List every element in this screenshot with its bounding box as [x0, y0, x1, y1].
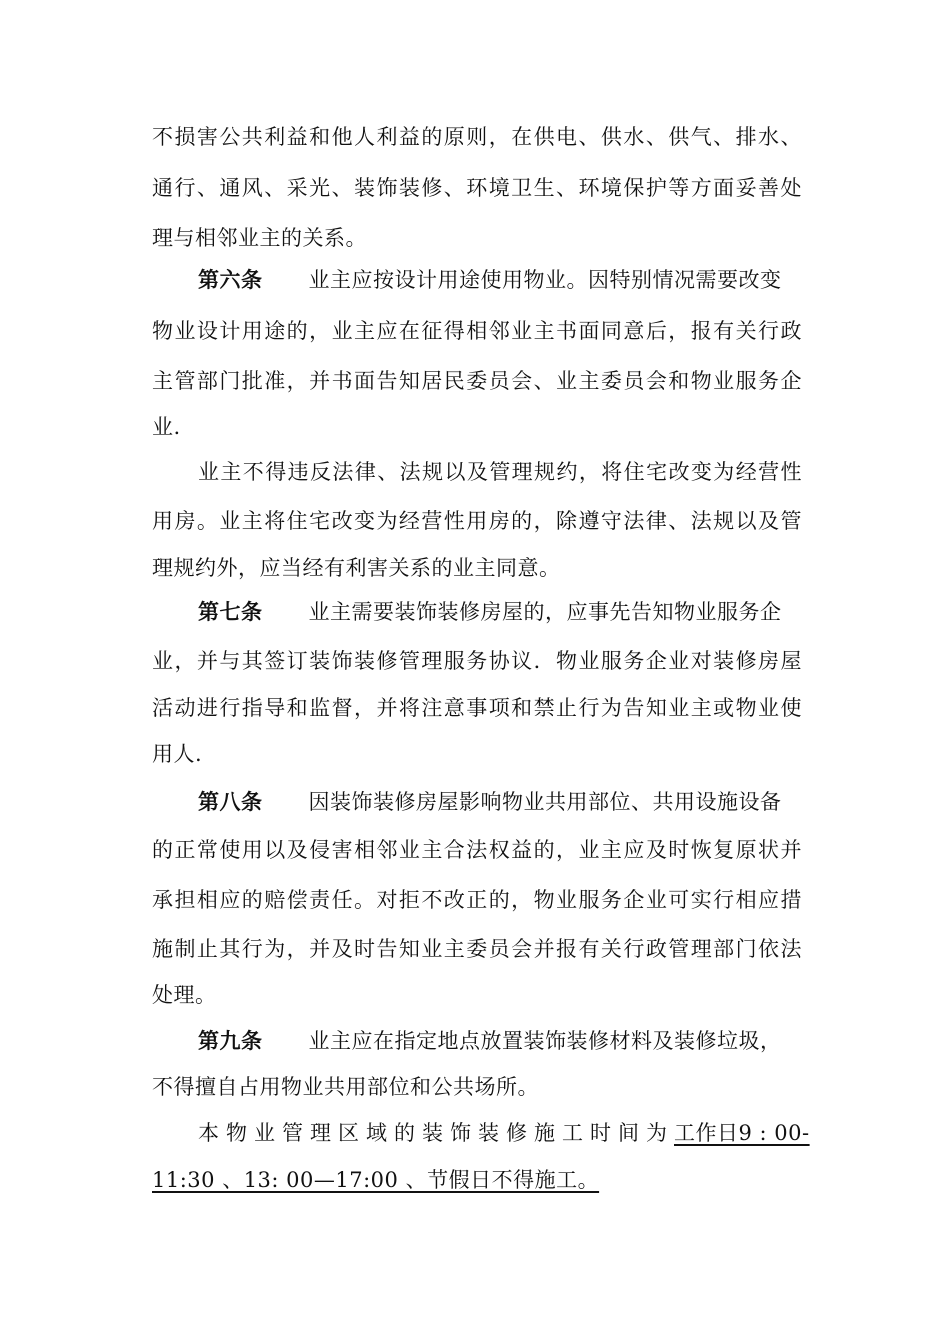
article-7-line-2: 业，并与其签订装饰装修管理服务协议．物业服务企业对装修房屋 — [152, 649, 802, 673]
article-6-line-4: 业. — [152, 415, 181, 439]
article-9-para2-line-2 — [152, 1164, 802, 1194]
construction-time-underlined-2: 11:30 、13: 00—17:00 、节假日不得施工。 — [152, 1168, 600, 1192]
article-8-title: 第八条 — [198, 789, 263, 814]
article-8-text-1: 因装饰装修房屋影响物业共用部位、共用设施设备 — [308, 790, 782, 814]
intro-line-2: 通行、通风、采光、装饰装修、环境卫生、环境保护等方面妥善处 — [152, 176, 802, 200]
article-6-title: 第六条 — [198, 267, 263, 292]
construction-time-underlined-1: 工作日9 : 00- — [674, 1121, 810, 1145]
article-8-line-1 — [198, 786, 802, 816]
article-7-line-1 — [198, 596, 802, 626]
article-9-line-1 — [198, 1025, 802, 1055]
article-8-line-2: 的正常使用以及侵害相邻业主合法权益的，业主应及时恢复原状并 — [152, 838, 802, 862]
intro-line-3: 理与相邻业主的关系。 — [152, 226, 367, 250]
intro-line-1: 不损害公共利益和他人利益的原则，在供电、供水、供气、排水、 — [152, 125, 802, 149]
article-6-line-2: 物业设计用途的，业主应在征得相邻业主书面同意后，报有关行政 — [152, 319, 802, 343]
article-7-title: 第七条 — [198, 599, 263, 624]
article-6-line-1 — [198, 264, 802, 294]
article-8-line-5: 处理。 — [152, 983, 217, 1007]
article-6-para2-line-1: 业主不得违反法律、法规以及管理规约，将住宅改变为经营性 — [198, 460, 802, 484]
article-6-text-1: 业主应按设计用途使用物业。因特别情况需要改变 — [308, 268, 782, 292]
article-6-para2-line-3: 理规约外，应当经有利害关系的业主同意。 — [152, 556, 561, 580]
article-6-para2-line-2: 用房。业主将住宅改变为经营性用房的，除遵守法律、法规以及管 — [152, 509, 802, 533]
construction-time-prefix: 本物业管理区域的装饰装修施工时间为 — [198, 1121, 674, 1145]
article-9-line-2: 不得擅自占用物业共用部位和公共场所。 — [152, 1075, 539, 1099]
article-9-para2-line-1 — [198, 1117, 810, 1147]
article-7-line-4: 用人. — [152, 742, 203, 766]
article-8-line-4: 施制止其行为，并及时告知业主委员会并报有关行政管理部门依法 — [152, 937, 802, 961]
article-8-line-3: 承担相应的赔偿责任。对拒不改正的，物业服务企业可实行相应措 — [152, 888, 802, 912]
article-9-text-1: 业主应在指定地点放置装饰装修材料及装修垃圾， — [308, 1029, 782, 1053]
article-7-line-3: 活动进行指导和监督，并将注意事项和禁止行为告知业主或物业使 — [152, 696, 802, 720]
article-9-title: 第九条 — [198, 1028, 263, 1053]
article-6-line-3: 主管部门批准，并书面告知居民委员会、业主委员会和物业服务企 — [152, 369, 802, 393]
article-7-text-1: 业主需要装饰装修房屋的，应事先告知物业服务企 — [308, 600, 782, 624]
